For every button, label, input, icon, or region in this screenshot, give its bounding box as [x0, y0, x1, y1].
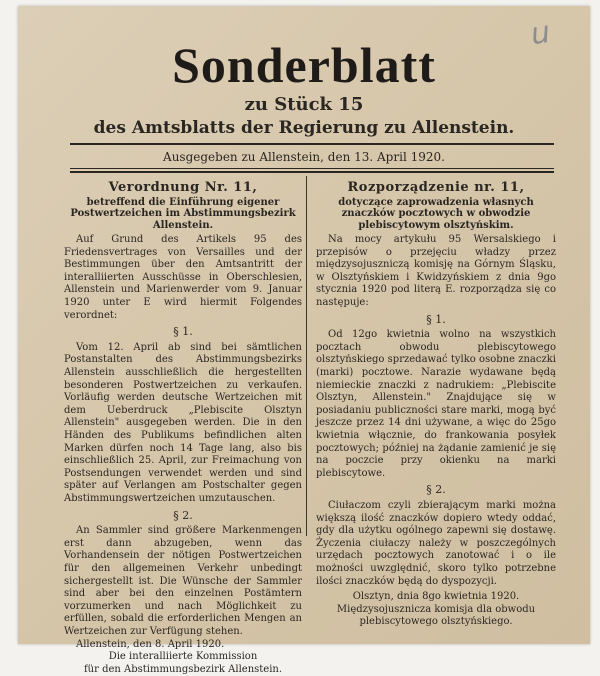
issue-number: zu Stück 15 — [244, 94, 364, 115]
pencil-mark: u — [528, 14, 553, 53]
polish-column — [316, 182, 556, 629]
polish-signature: plebiscytowego olsztyńskiego. — [359, 616, 513, 628]
german-section-2: § 2. — [173, 508, 193, 522]
column-divider — [306, 176, 307, 536]
polish-signature: Międzysojusznicza komisja dla obwodu — [336, 603, 536, 615]
divider-rule — [70, 143, 554, 145]
german-subheading: betreffend die Einführung eigener Postwertzeichen im Abstimmungsbezirk Allenstein. — [70, 196, 296, 231]
german-paragraph: Vom 12. April ab sind bei sämtlichen Postanstalten des Abstimmungsbezirks Allenstein ausschließlich die hergestellten besonderen Postwertzeichen zu verkaufen. Vorläufig werden deutsche Wertzeichen mit dem Ueberdruck „Plebiscite Olsztyn Allenstein" ausgegeben werden. Die in den Händen des Publikums befindlichen alten Marken dürfen noch 14 Tage lang, also bis einschließlich 25. April, zur Freimachung von Postsendungen verwendet werden und sind später auf Verlangen am Postschalter gegen Abstimmungswertzeichen umzutauschen. — [64, 341, 302, 504]
divider-rule — [70, 171, 554, 173]
german-signature: für den Abstimmungsbezirk Allenstein. — [83, 663, 283, 675]
polish-heading: Rozporządzenie nr. 11, — [347, 180, 525, 195]
polish-paragraph: Na mocy artykułu 95 Wersalskiego i przepisów o przejęciu władzy przez międzysojuszniczą komisję na Górnym Śląsku, w Olsztyńskiem i Kwidzyńskiem z dnia 9go stycznia 1920 pod literą E. rozporządza się co następuje: — [316, 234, 556, 309]
polish-paragraph: Od 12go kwietnia wolno na wszystkich pocztach obwodu plebiscytowego olsztyńskiego sprzedawać tylko osobne znaczki (marki) pocztowe. Narazie wydawane będą niemieckie znaczki z nadrukiem: „Plebiscite Olsztyn, Allenstein." Znajdujące się w posiadaniu publiczności stare marki, mogą być jeszcze przez 14 dni używane, a więc do 25go kwietnia włącznie, do frankowania posyłek pocztowych; później na żądanie zamienić je się na poczcie przy okienku na marki plebiscytowe. — [316, 329, 556, 479]
issue-date-line: Ausgegeben zu Allenstein, den 13. April 1920. — [163, 150, 445, 164]
german-column — [64, 182, 302, 676]
german-section-1: § 1. — [173, 325, 193, 339]
polish-paragraph: Ciułaczom czyli zbierającym marki można większą ilość znaczków dopiero wtedy oddać, gdy dla użytku ogólnego zapewni się dostawę. Życzenia ciułaczy należy w poszczególnych urzędach pocztowych zanotować i o ile możności uwzględnić, skoro tylko potrzebne ilości znaczków będą do dyspozycji. — [316, 499, 556, 587]
german-signature: Die interalliierte Kommission — [108, 651, 258, 663]
german-paragraph: Auf Grund des Artikels 95 des Friedensvertrages von Versailles und der Bestimmungen über den Amtsantritt der interalliierten Ausschüsse in Oberschlesien, Allenstein und Marienwerder vom 9. Januar 1920 unter E wird hiermit Folgendes verordnet: — [64, 234, 302, 321]
german-heading: Verordnung Nr. 11, — [108, 180, 258, 195]
gazette-name: des Amtsblatts der Regierung zu Allenstein. — [93, 118, 515, 138]
polish-date: Olsztyn, dnia 8go kwietnia 1920. — [352, 591, 520, 603]
document-page — [18, 6, 590, 675]
divider-rule — [70, 168, 554, 169]
polish-subheading: dotyczące zaprowadzenia własnych znaczków pocztowych w obwodzie plebiscytowym olsztyńskim. — [338, 196, 534, 231]
german-paragraph: An Sammler sind größere Markenmengen erst dann abzugeben, wenn das Vorhandensein der nötigen Postwertzeichen für den allgemeinen Verkehr unbedingt sichergestellt ist. Die Wünsche der Sammler sind aber bei den einzelnen Postämtern vorzumerken und nach Möglichkeit zu erfüllen, sobald die erforderlichen Mengen an Wertzeichen zur Verfügung stehen. — [64, 525, 302, 637]
page-title: Sonderblatt — [172, 37, 436, 93]
polish-section-2: § 2. — [426, 483, 446, 497]
german-date: Allenstein, den 8. April 1920. — [76, 638, 225, 650]
polish-section-1: § 1. — [426, 312, 446, 326]
